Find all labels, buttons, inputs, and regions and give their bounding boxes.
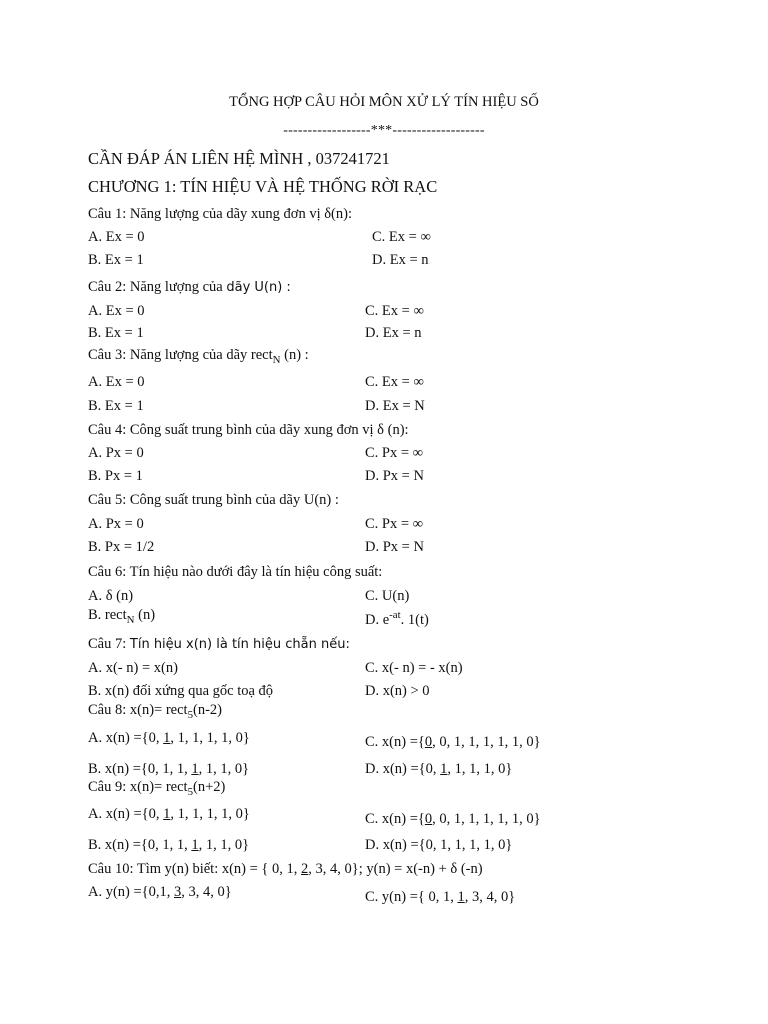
question-4-option-c: C. Px = ∞ [365, 445, 423, 461]
question-8-option-d-underlined: 1 [440, 761, 448, 777]
question-8-option-c-underlined: 0 [424, 734, 433, 750]
question-6-option-b [88, 606, 155, 624]
contact-line: CẦN ĐÁP ÁN LIÊN HỆ MÌNH , 037241721 [88, 149, 390, 168]
question-1-option-d: D. Ex = n [372, 252, 429, 268]
question-7-prefix: Câu 7: [88, 636, 130, 652]
question-9-option-d: D. x(n) ={0, 1, 1, 1, 1, 0} [365, 837, 513, 853]
question-3-subscript: N [272, 354, 281, 366]
question-10-post: , 3, 4, 0}; y(n) = x(-n) + δ (-n) [308, 861, 483, 877]
question-3-prefix: Câu 3: Năng lượng của dãy rect [88, 347, 273, 363]
question-9-prefix: Câu 9: x(n)= rect [88, 779, 188, 795]
question-7-option-d: D. x(n) > 0 [365, 683, 430, 699]
question-5-option-b: B. Px = 1/2 [88, 539, 155, 555]
question-4: Câu 4: Công suất trung bình của dãy xung đơn vị δ (n): [88, 422, 409, 438]
question-2-prefix: Câu 2: Năng lượng của [88, 279, 227, 295]
question-5-option-a: A. Px = 0 [88, 516, 144, 532]
question-8-option-a-post: , 1, 1, 1, 1, 0} [170, 730, 250, 746]
question-7-option-c: C. x(- n) = - x(n) [365, 660, 463, 676]
question-3 [88, 346, 309, 364]
question-9-option-b [88, 836, 249, 854]
question-9-option-c-pre: C. x(n) ={ [365, 811, 425, 827]
question-9-option-a-underlined: 1 [163, 806, 171, 822]
question-4-option-b: B. Px = 1 [88, 468, 143, 484]
question-6-option-b-prefix: B. rect [88, 607, 127, 623]
question-8-option-b-post: , 1, 1, 0} [198, 761, 250, 777]
question-6: Câu 6: Tín hiệu nào dưới đây là tín hiệu công suất: [88, 564, 383, 580]
question-3-option-c: C. Ex = ∞ [365, 374, 424, 390]
question-9-option-a [88, 805, 250, 823]
question-1: Câu 1: Năng lượng của dãy xung đơn vị δ(n): [88, 206, 352, 222]
question-10-option-c-post: , 3, 4, 0} [464, 889, 516, 905]
question-9-suffix: (n+2) [193, 779, 226, 795]
question-9 [88, 778, 225, 796]
question-4-option-a: A. Px = 0 [88, 445, 144, 461]
question-9-subscript: 5 [187, 786, 194, 798]
question-10-option-a [88, 883, 232, 901]
question-2-option-a: A. Ex = 0 [88, 303, 145, 319]
question-8-option-d-pre: D. x(n) ={0, [365, 761, 441, 777]
question-1-option-b: B. Ex = 1 [88, 252, 144, 268]
question-8-subscript: 5 [187, 709, 194, 721]
chapter-heading: CHƯƠNG 1: TÍN HIỆU VÀ HỆ THỐNG RỜI RẠC [88, 177, 438, 196]
question-10-option-a-post: , 3, 4, 0} [181, 884, 232, 900]
question-2 [88, 278, 291, 297]
question-1-option-c: C. Ex = ∞ [372, 229, 431, 245]
question-7 [88, 635, 350, 654]
document-title: TỔNG HỢP CÂU HỎI MÔN XỬ LÝ TÍN HIỆU SỐ [229, 94, 539, 110]
question-3-option-b: B. Ex = 1 [88, 398, 144, 414]
question-7-sans: Tín hiệu x(n) là tín hiệu chẵn nếu: [129, 637, 350, 652]
question-10-option-a-pre: A. y(n) ={0,1, [88, 884, 175, 900]
question-9-option-a-pre: A. x(n) ={0, [88, 806, 164, 822]
question-5-option-c: C. Px = ∞ [365, 516, 423, 532]
question-9-option-b-post: , 1, 1, 0} [198, 837, 250, 853]
question-9-option-c [365, 810, 541, 828]
question-9-option-b-pre: B. x(n) ={0, 1, 1, [88, 837, 192, 853]
question-6-option-d [365, 611, 429, 629]
question-6-option-d-superscript: -at [389, 609, 401, 621]
question-5-option-d: D. Px = N [365, 539, 424, 555]
question-8-option-a-underlined: 1 [163, 730, 171, 746]
question-2-option-b: B. Ex = 1 [88, 325, 144, 341]
question-8-option-d-post: , 1, 1, 1, 0} [447, 761, 513, 777]
question-8-option-c [365, 733, 541, 751]
question-6-option-d-suffix: . 1(t) [400, 612, 429, 628]
question-6-option-b-suffix: (n) [134, 607, 156, 623]
question-8-option-d [365, 760, 512, 778]
question-10-underlined: 2 [301, 861, 309, 877]
question-2-sans: dãy U(n) : [226, 280, 291, 295]
question-4-option-d: D. Px = N [365, 468, 424, 484]
question-8-option-b-pre: B. x(n) ={0, 1, 1, [88, 761, 192, 777]
question-8-option-b-underlined: 1 [191, 761, 199, 777]
question-8-option-a [88, 729, 250, 747]
question-9-option-a-post: , 1, 1, 1, 1, 0} [170, 806, 250, 822]
question-3-suffix: (n) : [280, 347, 309, 363]
question-8 [88, 701, 222, 719]
question-3-option-a: A. Ex = 0 [88, 374, 145, 390]
question-9-option-b-underlined: 1 [191, 837, 199, 853]
question-6-option-d-prefix: D. e [365, 612, 390, 628]
question-6-option-a: A. δ (n) [88, 588, 134, 604]
question-8-option-c-pre: C. x(n) ={ [365, 734, 425, 750]
question-8-option-a-pre: A. x(n) ={0, [88, 730, 164, 746]
question-8-option-b [88, 760, 249, 778]
question-8-suffix: (n-2) [193, 702, 223, 718]
question-10-option-c-pre: C. y(n) ={ 0, 1, [365, 889, 458, 905]
question-10-option-c-underlined: 1 [457, 889, 465, 905]
question-3-option-d: D. Ex = N [365, 398, 425, 414]
question-10-option-c [365, 888, 515, 906]
question-7-option-b: B. x(n) đối xứng qua gốc toạ độ [88, 683, 274, 699]
question-9-option-c-underlined: 0 [424, 811, 433, 827]
question-8-prefix: Câu 8: x(n)= rect [88, 702, 188, 718]
question-1-option-a: A. Ex = 0 [88, 229, 145, 245]
title-separator: ------------------***------------------- [283, 123, 485, 138]
question-7-option-a: A. x(- n) = x(n) [88, 660, 178, 676]
question-10-pre: Câu 10: Tìm y(n) biết: x(n) = { 0, 1, [88, 861, 302, 877]
question-2-option-d: D. Ex = n [365, 325, 422, 341]
question-9-option-c-post: , 0, 1, 1, 1, 1, 1, 0} [432, 811, 541, 827]
question-6-option-b-subscript: N [126, 614, 135, 626]
question-5: Câu 5: Công suất trung bình của dãy U(n) : [88, 492, 339, 508]
question-8-option-c-post: , 0, 1, 1, 1, 1, 1, 0} [432, 734, 541, 750]
question-10-option-a-underlined: 3 [174, 884, 182, 900]
question-10 [88, 860, 483, 878]
question-2-option-c: C. Ex = ∞ [365, 303, 424, 319]
question-6-option-c: C. U(n) [365, 588, 410, 604]
